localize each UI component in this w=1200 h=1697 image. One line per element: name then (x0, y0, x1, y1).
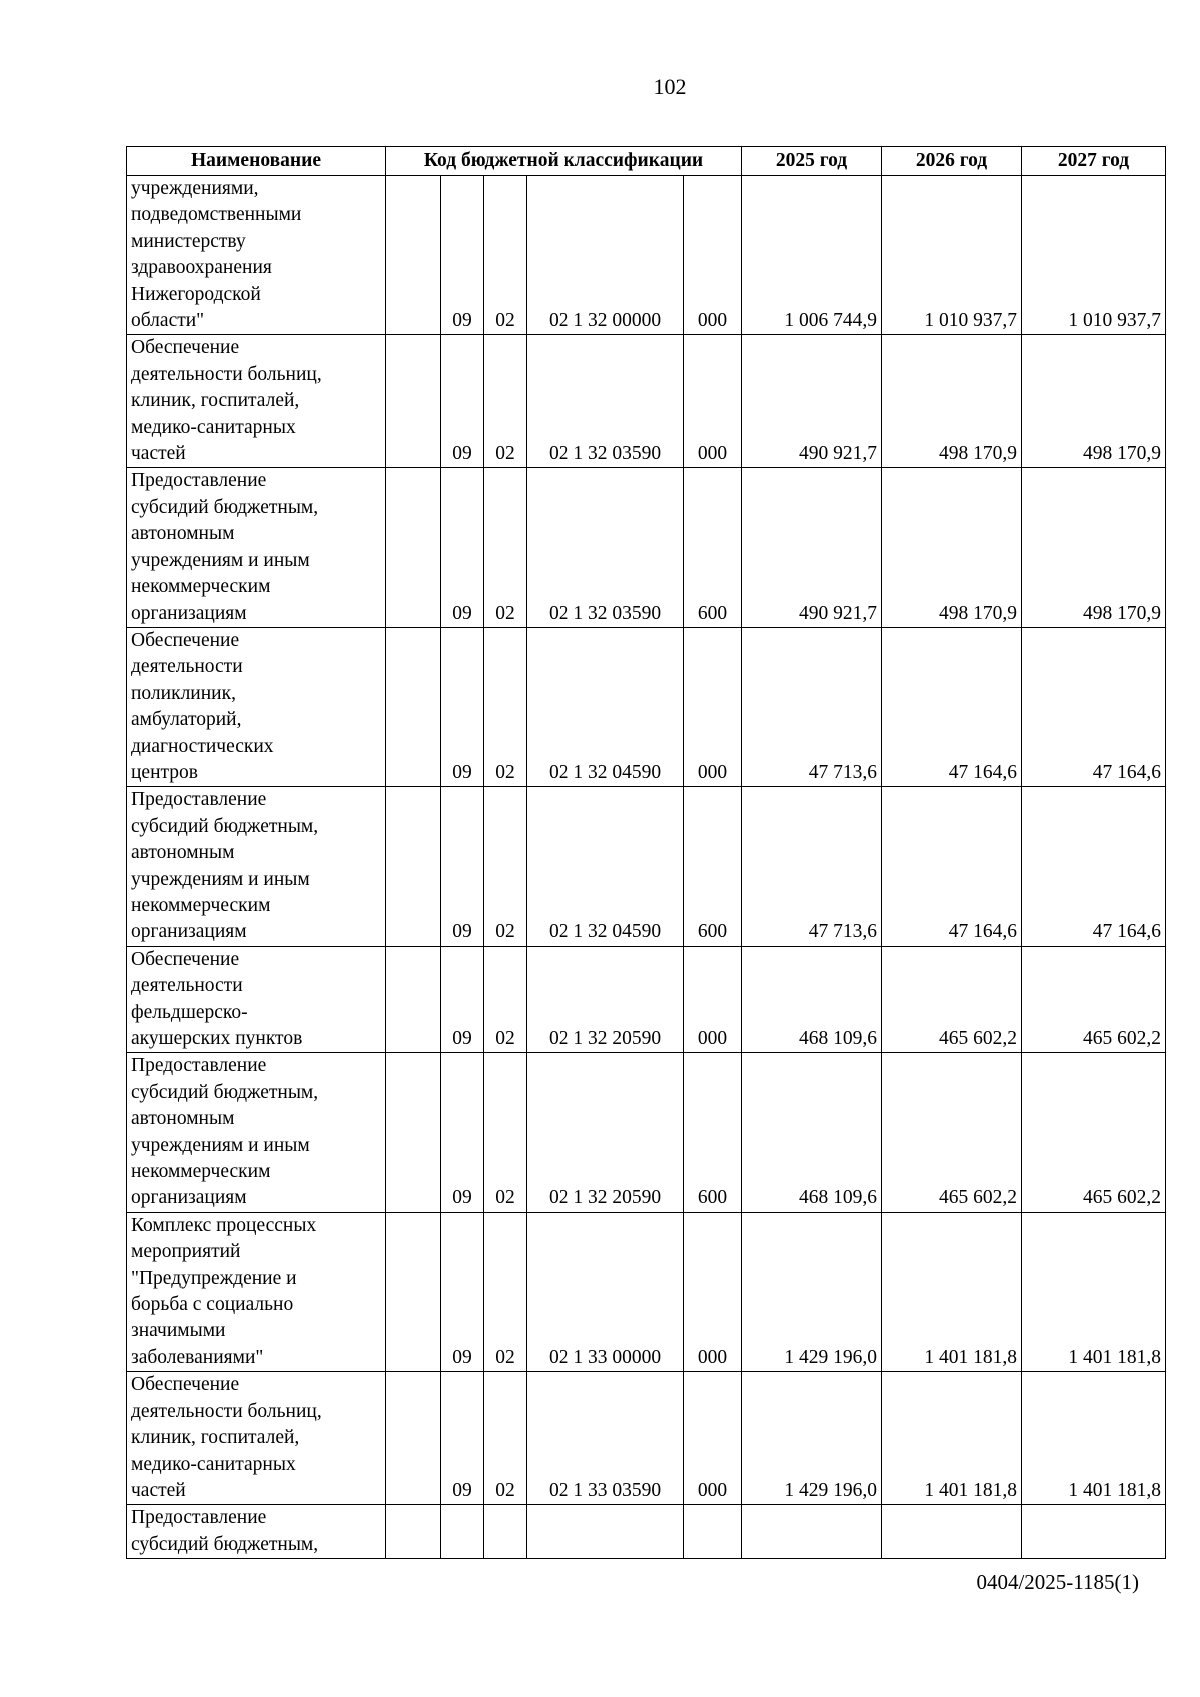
code-cell-subsection (484, 1505, 527, 1559)
table-row (127, 787, 1166, 946)
row-name-cell: Обеспечение деятельности фельдшерско- акушерских пунктов (127, 946, 386, 1053)
code-cell-blank (386, 176, 441, 335)
code-cell-subsection: 02 (484, 1212, 527, 1371)
code-cell-expense-type (684, 1505, 742, 1559)
amount-2025-cell: 1 429 196,0 (742, 1212, 882, 1371)
table-row (127, 335, 1166, 468)
code-cell-expense-type: 600 (684, 787, 742, 946)
code-cell-section: 09 (441, 627, 484, 786)
row-name-cell: Обеспечение деятельности больниц, клиник, госпиталей, медико-санитарных частей (127, 335, 386, 468)
code-cell-expense-type: 000 (684, 1212, 742, 1371)
table-row (127, 1053, 1166, 1212)
amount-2026-cell: 1 401 181,8 (882, 1212, 1022, 1371)
code-cell-subsection: 02 (484, 1053, 527, 1212)
code-cell-section: 09 (441, 946, 484, 1053)
amount-2026-cell: 1 010 937,7 (882, 176, 1022, 335)
page-number: 102 (653, 74, 687, 99)
code-cell-subsection: 02 (484, 176, 527, 335)
code-cell-blank (386, 1053, 441, 1212)
table-row (127, 627, 1166, 786)
header-2025: 2025 год (742, 147, 882, 176)
code-cell-blank (386, 1372, 441, 1505)
row-name-cell: Комплекс процессных мероприятий "Предупреждение и борьба с социально значимыми заболеваниями" (127, 1212, 386, 1371)
code-cell-expense-type: 600 (684, 468, 742, 627)
amount-2027-cell: 465 602,2 (1022, 946, 1166, 1053)
header-name: Наименование (127, 147, 386, 176)
code-cell-section: 09 (441, 468, 484, 627)
row-name-cell: Предоставление субсидий бюджетным, автономным учреждениям и иным некоммерческим организациям (127, 468, 386, 627)
row-name-cell: учреждениями, подведомственными министерству здравоохранения Нижегородской области" (127, 176, 386, 335)
code-cell-subsection: 02 (484, 787, 527, 946)
code-cell-target-article: 02 1 33 00000 (527, 1212, 684, 1371)
code-cell-subsection: 02 (484, 627, 527, 786)
header-2027: 2027 год (1022, 147, 1166, 176)
code-cell-blank (386, 1505, 441, 1559)
code-cell-section: 09 (441, 1053, 484, 1212)
amount-2025-cell: 1 006 744,9 (742, 176, 882, 335)
code-cell-blank (386, 787, 441, 946)
code-cell-target-article (527, 1505, 684, 1559)
amount-2025-cell: 490 921,7 (742, 468, 882, 627)
code-cell-target-article: 02 1 32 03590 (527, 468, 684, 627)
table-body (127, 176, 1166, 1559)
table-row (127, 468, 1166, 627)
document-number: 0404/2025-1185(1) (976, 1570, 1139, 1594)
code-cell-section: 09 (441, 1372, 484, 1505)
code-cell-target-article: 02 1 33 03590 (527, 1372, 684, 1505)
amount-2027-cell: 47 164,6 (1022, 627, 1166, 786)
code-cell-section: 09 (441, 335, 484, 468)
code-cell-target-article: 02 1 32 20590 (527, 1053, 684, 1212)
code-cell-target-article: 02 1 32 04590 (527, 627, 684, 786)
code-cell-blank (386, 627, 441, 786)
amount-2026-cell: 47 164,6 (882, 627, 1022, 786)
table-header-row (127, 147, 1166, 176)
code-cell-blank (386, 1212, 441, 1371)
code-cell-target-article: 02 1 32 03590 (527, 335, 684, 468)
code-cell-blank (386, 335, 441, 468)
amount-2025-cell: 468 109,6 (742, 1053, 882, 1212)
amount-2027-cell: 1 401 181,8 (1022, 1212, 1166, 1371)
amount-2025-cell: 490 921,7 (742, 335, 882, 468)
amount-2027-cell: 47 164,6 (1022, 787, 1166, 946)
code-cell-blank (386, 946, 441, 1053)
amount-2025-cell (742, 1505, 882, 1559)
row-name-cell: Предоставление субсидий бюджетным, автономным учреждениям и иным некоммерческим организациям (127, 787, 386, 946)
code-cell-expense-type: 000 (684, 1372, 742, 1505)
table-row (127, 1212, 1166, 1371)
row-name-cell: Обеспечение деятельности поликлиник, амбулаторий, диагностических центров (127, 627, 386, 786)
header-code: Код бюджетной классификации (386, 147, 742, 176)
code-cell-section: 09 (441, 1212, 484, 1371)
amount-2027-cell: 498 170,9 (1022, 335, 1166, 468)
amount-2027-cell: 1 010 937,7 (1022, 176, 1166, 335)
amount-2026-cell: 47 164,6 (882, 787, 1022, 946)
table-row (127, 1505, 1166, 1559)
code-cell-subsection: 02 (484, 1372, 527, 1505)
code-cell-target-article: 02 1 32 04590 (527, 787, 684, 946)
code-cell-subsection: 02 (484, 335, 527, 468)
amount-2026-cell: 498 170,9 (882, 335, 1022, 468)
amount-2027-cell: 465 602,2 (1022, 1053, 1166, 1212)
code-cell-section: 09 (441, 787, 484, 946)
code-cell-blank (386, 468, 441, 627)
code-cell-section: 09 (441, 176, 484, 335)
code-cell-expense-type: 600 (684, 1053, 742, 1212)
header-2026: 2026 год (882, 147, 1022, 176)
amount-2026-cell: 465 602,2 (882, 1053, 1022, 1212)
budget-table (126, 146, 1166, 1559)
amount-2025-cell: 47 713,6 (742, 627, 882, 786)
code-cell-section (441, 1505, 484, 1559)
amount-2025-cell: 47 713,6 (742, 787, 882, 946)
amount-2027-cell: 1 401 181,8 (1022, 1372, 1166, 1505)
code-cell-expense-type: 000 (684, 946, 742, 1053)
code-cell-expense-type: 000 (684, 627, 742, 786)
code-cell-expense-type: 000 (684, 335, 742, 468)
code-cell-expense-type: 000 (684, 176, 742, 335)
row-name-cell: Предоставление субсидий бюджетным, (127, 1505, 386, 1559)
amount-2025-cell: 468 109,6 (742, 946, 882, 1053)
table-row (127, 176, 1166, 335)
row-name-cell: Обеспечение деятельности больниц, клиник, госпиталей, медико-санитарных частей (127, 1372, 386, 1505)
code-cell-target-article: 02 1 32 20590 (527, 946, 684, 1053)
table-row (127, 946, 1166, 1053)
row-name-cell: Предоставление субсидий бюджетным, автономным учреждениям и иным некоммерческим организациям (127, 1053, 386, 1212)
amount-2026-cell: 1 401 181,8 (882, 1372, 1022, 1505)
table-row (127, 1372, 1166, 1505)
code-cell-subsection: 02 (484, 946, 527, 1053)
amount-2027-cell (1022, 1505, 1166, 1559)
code-cell-subsection: 02 (484, 468, 527, 627)
amount-2026-cell (882, 1505, 1022, 1559)
amount-2027-cell: 498 170,9 (1022, 468, 1166, 627)
amount-2026-cell: 465 602,2 (882, 946, 1022, 1053)
amount-2025-cell: 1 429 196,0 (742, 1372, 882, 1505)
code-cell-target-article: 02 1 32 00000 (527, 176, 684, 335)
amount-2026-cell: 498 170,9 (882, 468, 1022, 627)
